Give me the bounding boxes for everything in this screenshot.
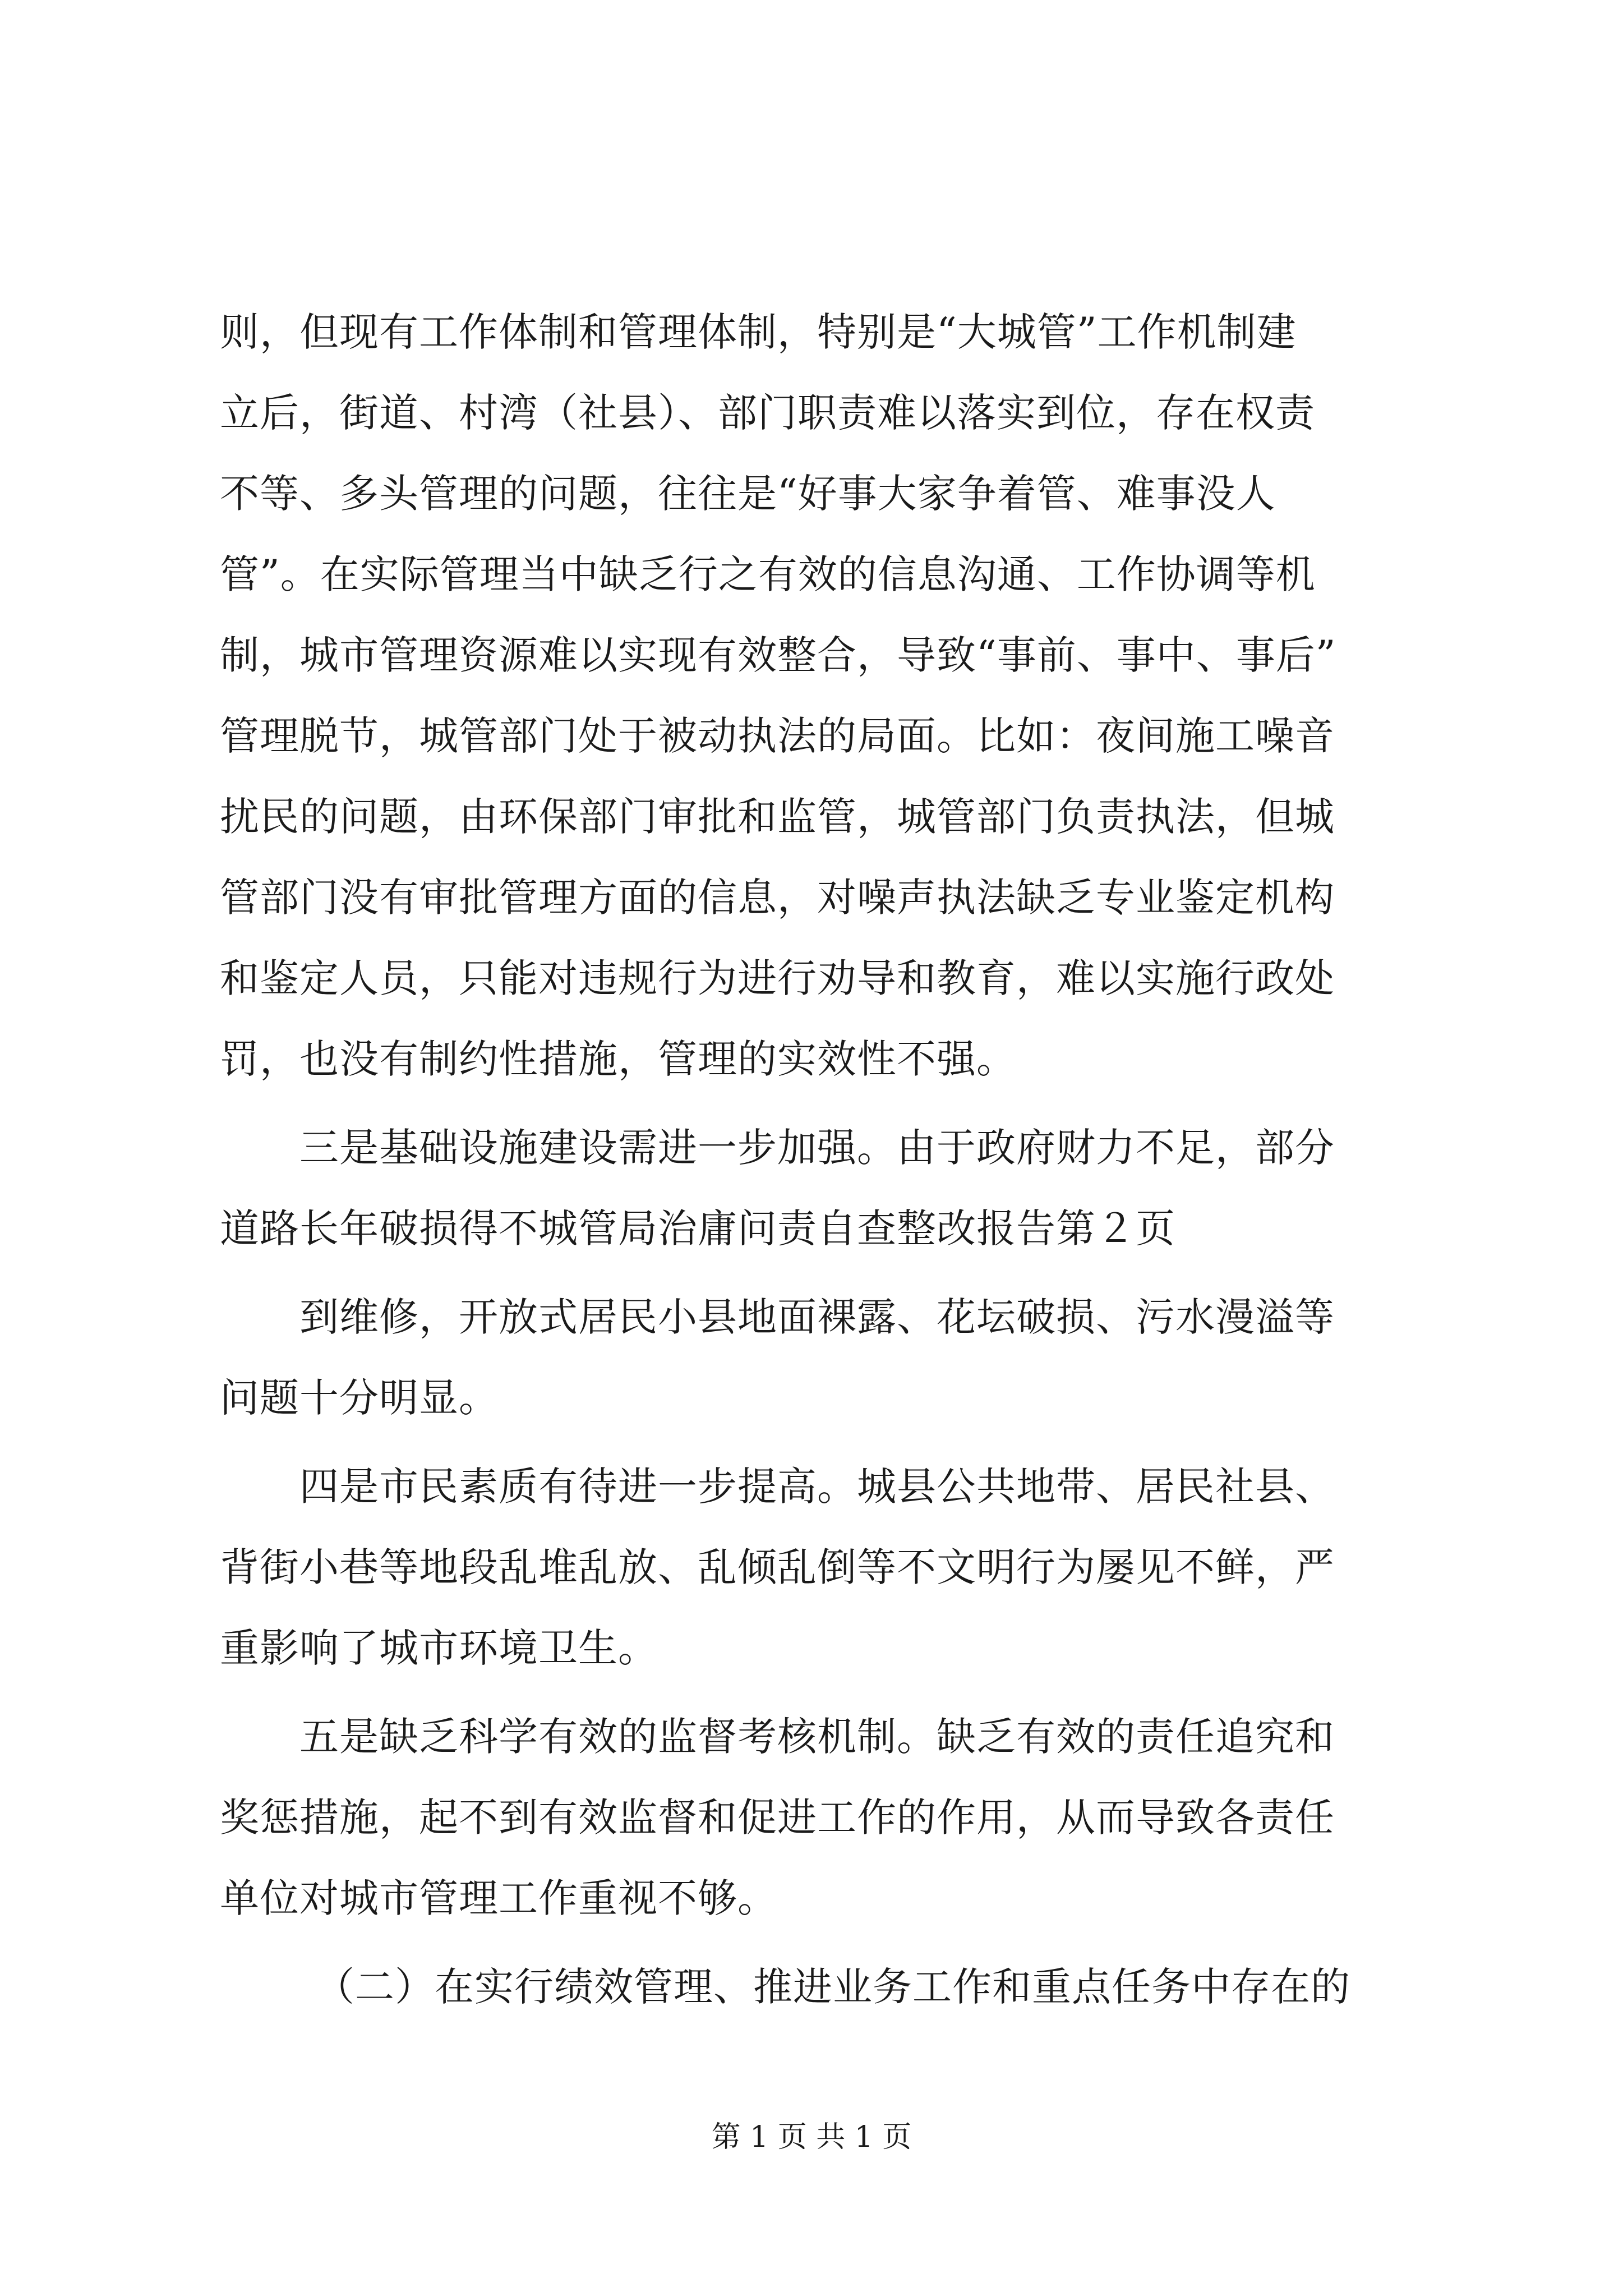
paragraph-5: [220, 1696, 1409, 1939]
text-line: （二）在实行绩效管理、推进业务工作和重点任务中存在的: [315, 1964, 1350, 2010]
text-line: 奖惩措施，起不到有效监督和促进工作的作用，从而导致各责任: [220, 1795, 1335, 1841]
text-line: 道路长年破损得不城管局治庸问责自查整改报告第２页: [220, 1205, 1175, 1251]
text-line: 罚，也没有制约性措施，管理的实效性不强。: [220, 1036, 1016, 1082]
paragraph-6: [220, 1947, 1409, 2027]
text-line: 则，但现有工作体制和管理体制，特别是“大城管”工作机制建: [220, 309, 1297, 355]
paragraph-2: [220, 1107, 1409, 1269]
text-line: 制，城市管理资源难以实现有效整合，导致“事前、事中、事后”: [220, 632, 1336, 678]
paragraph-4: [220, 1446, 1409, 1688]
text-line: 背街小巷等地段乱堆乱放、乱倾乱倒等不文明行为屡见不鲜，严: [220, 1544, 1335, 1590]
paragraph-3: [220, 1277, 1409, 1438]
text-line: 重影响了城市环境卫生。: [220, 1625, 658, 1671]
text-line: 不等、多头管理的问题，往往是“好事大家争着管、难事没人: [220, 471, 1276, 517]
text-line: 立后，街道、村湾（社县）、部门职责难以落实到位，存在权责: [220, 390, 1315, 436]
text-line: 到维修，开放式居民小县地面裸露、花坛破损、污水漫溢等: [299, 1294, 1335, 1340]
text-line: 四是市民素质有待进一步提高。城县公共地带、居民社县、: [299, 1464, 1335, 1510]
page-footer: [0, 2118, 1623, 2157]
document-body: [220, 292, 1409, 2027]
text-line: 五是缺乏科学有效的监督考核机制。缺乏有效的责任追究和: [299, 1714, 1335, 1760]
paragraph-1: [220, 292, 1409, 1099]
text-line: 管理脱节，城管部门处于被动执法的局面。比如：夜间施工噪音: [220, 713, 1335, 759]
page-number-label: 第 1 页 共 1 页: [711, 2120, 912, 2154]
text-line: 扰民的问题，由环保部门审批和监管，城管部门负责执法，但城: [220, 794, 1335, 840]
text-line: 管”。在实际管理当中缺乏行之有效的信息沟通、工作协调等机: [220, 551, 1316, 597]
text-line: 管部门没有审批管理方面的信息，对噪声执法缺乏专业鉴定机构: [220, 875, 1335, 921]
text-line: 问题十分明显。: [220, 1375, 499, 1421]
text-line: 和鉴定人员，只能对违规行为进行劝导和教育，难以实施行政处: [220, 955, 1335, 1001]
text-line: 三是基础设施建设需进一步加强。由于政府财力不足，部分: [299, 1125, 1335, 1171]
text-line: 单位对城市管理工作重视不够。: [220, 1875, 777, 1921]
